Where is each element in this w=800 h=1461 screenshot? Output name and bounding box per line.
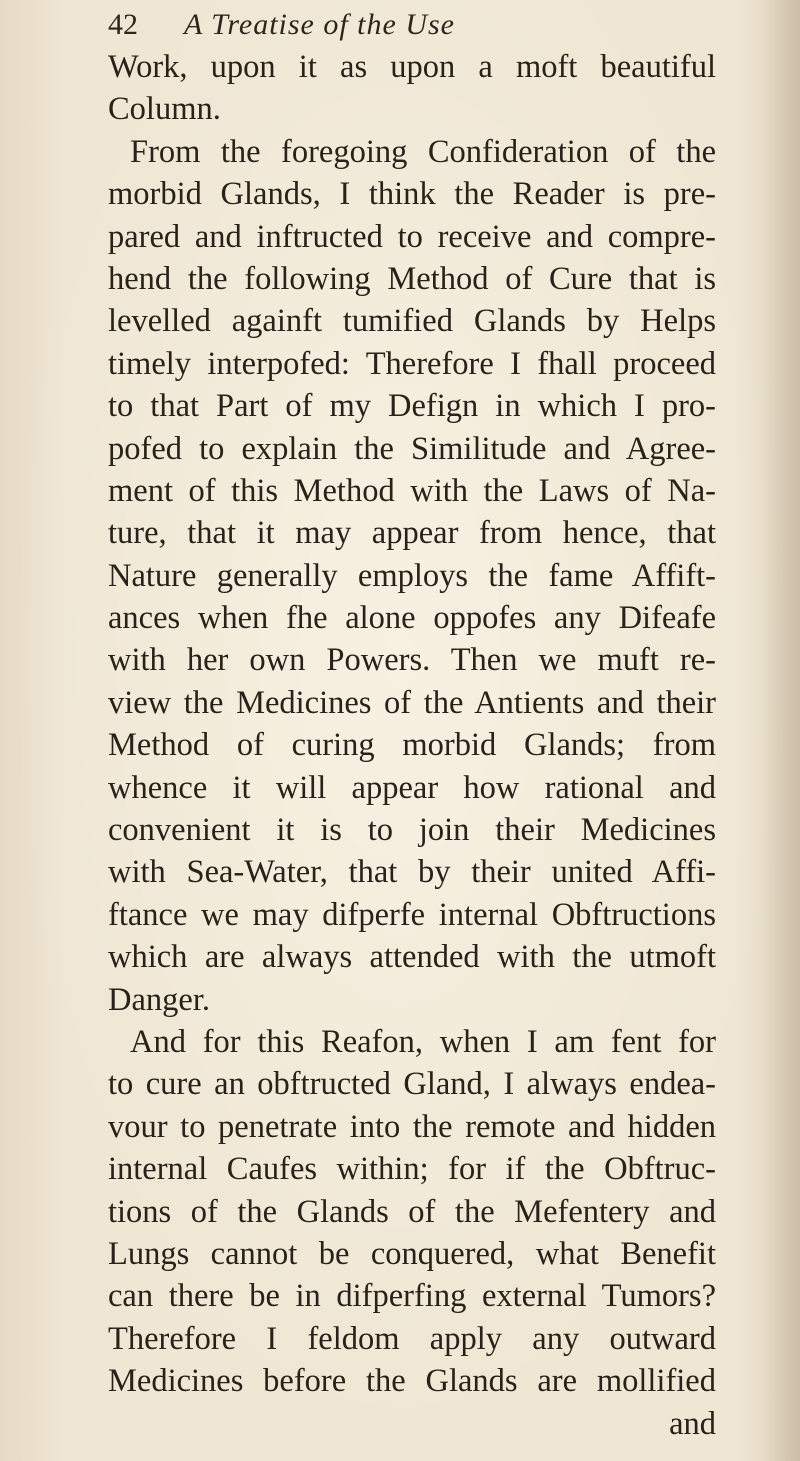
text-line: Lungs cannot be conquered, what Benefit [108,1235,716,1272]
text-line: Method of curing morbid Glands; from [108,727,716,764]
text-line: tions of the Glands of the Mefentery and [108,1193,716,1230]
text-line: with Sea-Water, that by their united Affi- [108,854,716,891]
text-line: view the Medicines of the Antients and their [108,684,716,721]
page-edge-shadow [760,0,800,1461]
paragraph-start-line: From the foregoing Confideration of the [130,133,716,170]
text-line: pared and inftructed to receive and compre- [108,218,716,255]
paragraph-start-line: And for this Reafon, when I am fent for [130,1023,716,1060]
text-line: internal Caufes within; for if the Obftruc- [108,1151,716,1188]
text-line: vour to penetrate into the remote and hidden [108,1108,716,1145]
text-line: convenient it is to join their Medicines [108,812,716,849]
text-line: whence it will appear how rational and [108,769,716,806]
text-line: morbid Glands, I think the Reader is pre- [108,176,716,213]
text-line: Medicines before the Glands are mollified [108,1363,716,1400]
running-title: A Treatise of the Use [184,8,455,41]
text-line: pofed to explain the Similitude and Agree- [108,430,716,467]
catchword: and [669,1405,716,1442]
text-line: levelled againft tumified Glands by Helps [108,303,716,340]
text-line: with her own Powers. Then we muft re- [108,642,716,679]
text-line: to cure an obftructed Gland, I always endea- [108,1066,716,1103]
text-line: to that Part of my Defign in which I pro- [108,388,716,425]
text-line: timely interpofed: Therefore I fhall proceed [108,345,716,382]
text-line: Work, upon it as upon a moft beautiful [108,49,716,85]
text-line: Column. [108,91,221,128]
text-line: Therefore I feldom apply any outward [108,1320,716,1357]
text-line: ftance we may difperfe internal Obftructions [108,896,716,933]
text-line: which are always attended with the utmoft [108,939,716,976]
page-number: 42 [108,8,138,41]
text-line: ture, that it may appear from hence, that [108,515,716,552]
body-text [108,46,716,1445]
text-line: hend the following Method of Cure that is [108,260,716,297]
text-line: Nature generally employs the fame Affift- [108,557,716,594]
text-line: ances when fhe alone oppofes any Difeafe [108,600,716,637]
text-line: can there be in difperfing external Tumors? [108,1278,716,1315]
text-line: ment of this Method with the Laws of Na- [108,472,716,509]
text-line: Danger. [108,981,210,1018]
